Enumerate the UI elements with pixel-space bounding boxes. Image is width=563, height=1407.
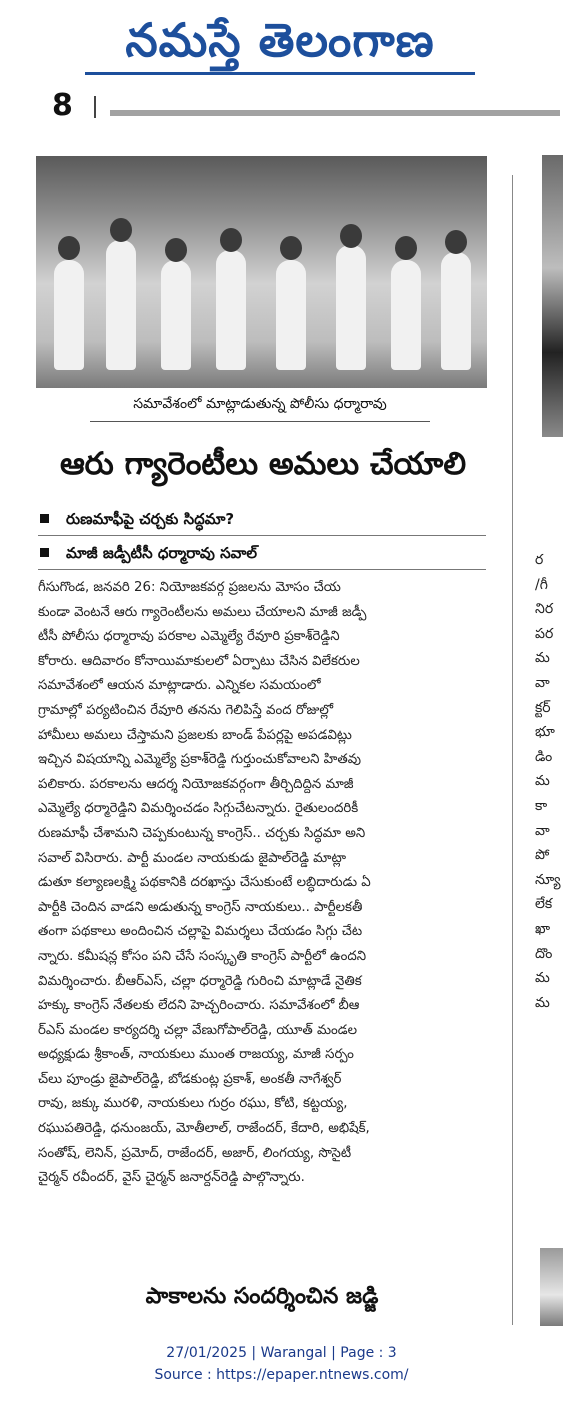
cropped-header-text [110,90,560,116]
body-line: సమావేశంలో ఆయన మాట్లాడారు. ఎన్నికల సమయంలో [38,678,321,694]
photo-figure-head [110,218,132,242]
body-line: విమర్శించారు. బీఆర్ఎస్, చల్లా ధర్మారెడ్డి గురించి మాట్లాడే నైతిక [38,973,362,989]
footer-source-link[interactable]: Source : https://epaper.ntnews.com/ [154,1367,409,1383]
body-line: కోరారు. ఆదివారం కోనాయిమాకులలో ఏర్పాటు చేసిన విలేకరుల [38,653,360,669]
body-line: రుణమాఫీ చేశామని చెప్పకుంటున్న కాంగ్రెస్.. చర్చకు సిద్ధమా అని [38,825,366,841]
body-line: తంగా పథకాలు అందించిన చల్లాపై విమర్శలు చేయడం సిగ్గు చేట [38,924,363,940]
page-footer [0,1342,563,1386]
adjacent-text-fragment: దొం [535,945,553,962]
bullet-text: మాజీ జడ్పీటీసీ ధర్మారావు సవాల్ [66,544,257,562]
bullet-divider [38,535,486,536]
adjacent-text-fragment: మ [535,994,550,1011]
adjacent-text-fragment: కా [535,797,548,814]
body-line: ఎమ్మెల్యే ధర్మారెడ్డిని విమర్శించడం సిగ్గుచేటన్నారు. రైతులందరికీ [38,801,359,817]
adjacent-photo-top [542,155,563,437]
next-article-headline: పాకాలను సందర్శించిన జడ్జి [145,1284,379,1309]
photo-figure-head [220,228,242,252]
newspaper-title: నమస్తే తెలంగాణ [125,13,435,67]
body-line: హామీలు అమలు చేస్తామని ప్రజలకు బాండ్ పేపర్లపై అపడవిట్లు [38,727,352,743]
body-line: చైర్మన్ రవీందర్, వైస్ చైర్మన్ జనార్దన్‌రెడ్డి పాల్గొన్నారు. [38,1170,305,1186]
adjacent-text-fragment: మ [535,970,550,987]
bullet-square-icon [40,548,49,557]
bullet-square-icon [40,514,49,523]
page-header-strip [0,88,563,120]
body-line: హక్కు కాంగ్రెస్ నేతలకు లేదని హెచ్చరించారు. సమావేశంలో బీఆ [38,998,360,1014]
photo-figure [106,240,136,370]
body-line: డుతూ కల్యాణలక్ష్మి పథకానికి దరఖాస్తు చేసుకుంటే లబ్ధిదారుడు ఏ [38,875,371,891]
body-line: టీసీ పోలీసు ధర్మారావు పరకాల ఎమ్మెల్యే రేవూరి ప్రకాశ్‌రెడ్డిని [38,629,340,645]
body-line: పార్టీకి చెందిన వాడని అడుతున్న కాంగ్రెస్ నాయకులు.. పార్టీలకతీ [38,899,363,915]
photo-figure [276,260,306,370]
bullet-text: రుణమాఫీపై చర్చకు సిద్ధమా? [66,510,235,528]
body-line: అధ్యక్షుడు శ్రీకాంత్, నాయకులు ముంత రాజయ్య, మాజీ సర్పం [38,1047,354,1063]
footer-edition-info: 27/01/2025 | Warangal | Page : 3 [166,1345,397,1361]
photo-figure [54,260,84,370]
photo-figure-head [280,236,302,260]
header-separator [94,96,96,118]
article-body [38,576,486,1191]
bullet-divider [38,569,486,570]
bullet-item [38,505,488,539]
photo-figure-head [165,238,187,262]
adjacent-text-fragment: భూ [535,724,555,741]
adjacent-column-text [535,548,563,1228]
body-line: సంతోష్, లెనిన్, ప్రమోద్, రాజేందర్, అజార్, లింగయ్య, సొసైటీ [38,1145,352,1161]
masthead-rule [85,72,475,75]
adjacent-text-fragment: ఖా [535,920,551,937]
body-line: రఘుపతిరెడ్డి, ధనుంజయ్, మోతీలాల్, రాజేందర్, కేదారి, అభిషేక్, [38,1121,370,1137]
adjacent-text-fragment: మ [535,650,550,667]
body-line: ర్ఎస్ మండల కార్యదర్శి చల్లా వేణుగోపాల్‌రెడ్డి, యూత్ మండల [38,1022,358,1038]
adjacent-photo-bottom [540,1248,563,1326]
adjacent-text-fragment: పర [535,625,554,642]
photo-figure [336,245,366,370]
photo-figure [216,250,246,370]
article-bullets [38,505,488,573]
adjacent-text-fragment: వా [535,822,550,839]
photo-figure [391,260,421,370]
adjacent-text-fragment: డిం [535,748,553,765]
adjacent-text-fragment: ర [535,552,544,568]
column-divider [512,175,513,1325]
body-line: గ్రామాల్లో పర్యటించిన రేవూరి తనను గెలిపిస్తే వంద రోజుల్లో [38,702,334,718]
adjacent-text-fragment: క్టర్ [535,699,551,716]
adjacent-text-fragment: లేక [535,896,553,913]
photo-caption: సమావేశంలో మాట్లాడుతున్న పోలీసు ధర్మారావు [90,396,430,422]
body-line: కుండా వెంటనే ఆరు గ్యారెంటీలను అమలు చేయాలని మాజీ జడ్పీ [38,604,367,620]
body-line: పలికారు. పరకాలను ఆదర్శ నియోజకవర్గంగా తీర్చిదిద్దిన మాజీ [38,776,354,792]
body-line: సవాల్ విసిరారు. పార్టీ మండల నాయకుడు జైపాల్‌రెడ్డి మాట్లా [38,850,347,866]
adjacent-text-fragment: /గీ [535,576,548,593]
photo-figure-head [340,224,362,248]
body-line: గీసుగొండ, జనవరి 26: నియోజకవర్గ ప్రజలను మోసం చేయ [38,580,341,595]
body-line: న్నారు. కమీషన్ల కోసం పని చేసే సంస్కృతి కాంగ్రెస్ పార్టీలో ఉందని [38,948,367,964]
adjacent-text-fragment: న్యూ [535,871,561,888]
page-number: 8 [52,88,73,120]
bullet-item [38,539,488,573]
adjacent-text-fragment: పో [535,847,550,864]
photo-figure [441,252,471,370]
body-line: ఇచ్చిన విషయాన్ని ఎమ్మెల్యే ప్రకాశ్‌రెడ్డి గుర్తుంచుకోవాలని హితవు [38,752,362,768]
article-photo [36,156,487,388]
adjacent-text-fragment: మ [535,773,550,790]
masthead [0,0,563,92]
photo-figure-head [445,230,467,254]
body-line: చ్‌లు పూండ్రు జైపాల్‌రెడ్డి, బోడకుంట్ల ప్రకాశ్, అంకతీ నాగేశ్వర్ [38,1071,342,1087]
adjacent-text-fragment: నిర [535,601,554,618]
photo-figure-head [58,236,80,260]
adjacent-text-fragment: వా [535,674,550,691]
article-headline: ఆరు గ్యారెంటీలు అమలు చేయాలి [59,446,467,482]
photo-figure [161,260,191,370]
body-line: రావు, జక్కు మురళి, నాయకులు గుర్రం రఘు, కోటి, కట్టయ్య, [38,1096,348,1112]
photo-figure-head [395,236,417,260]
